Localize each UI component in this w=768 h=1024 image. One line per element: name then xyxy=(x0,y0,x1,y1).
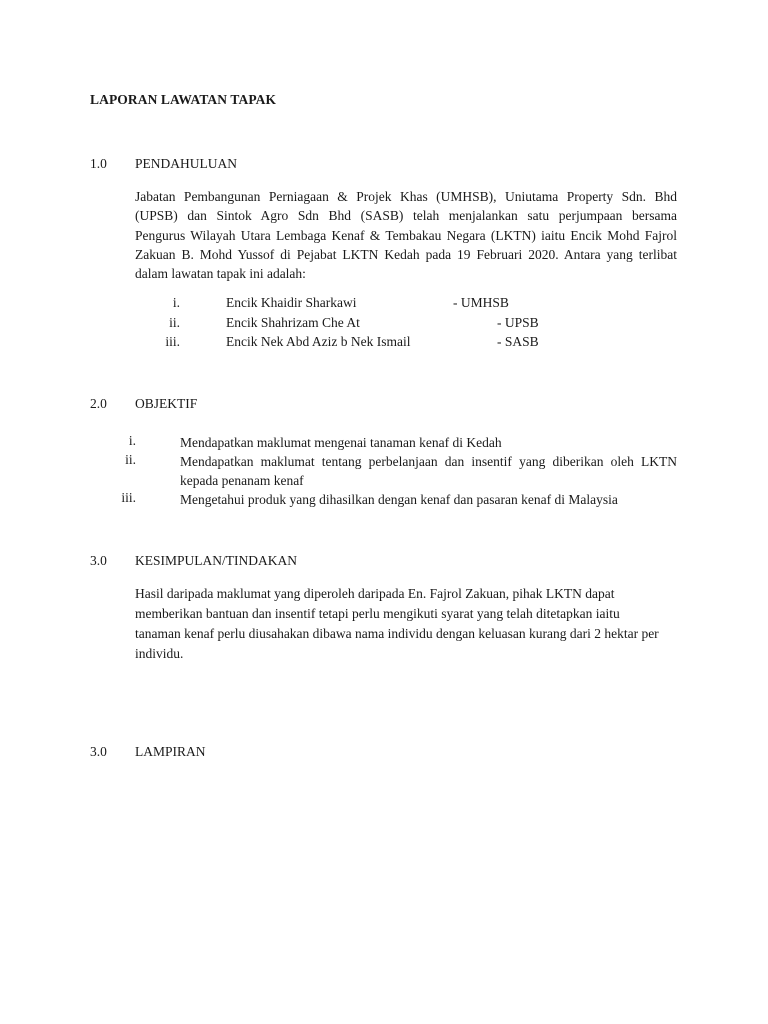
objective-line: Mendapatkan maklumat mengenai tanaman kenaf di Kedah xyxy=(180,435,502,450)
section-3-paragraph xyxy=(135,584,677,664)
section-4-heading: LAMPIRAN xyxy=(135,744,206,759)
objective-item xyxy=(180,433,677,452)
attendee-numeral: iii. xyxy=(165,334,180,349)
paragraph-line: Zakuan B. Mohd Yussof di Pejabat LKTN Kedah pada 19 Februari 2020. Antara yang terlibat xyxy=(135,246,677,262)
document-title: LAPORAN LAWATAN TAPAK xyxy=(90,92,277,107)
attendee-numeral: ii. xyxy=(169,315,180,330)
section-1-paragraph xyxy=(135,187,677,283)
attendee-name: Encik Shahrizam Che At xyxy=(226,315,360,330)
attendee-name: Encik Khaidir Sharkawi xyxy=(226,295,357,310)
objective-item xyxy=(180,490,677,509)
section-1-number: 1.0 xyxy=(90,156,107,171)
section-4-number: 3.0 xyxy=(90,744,107,759)
section-1-heading: PENDAHULUAN xyxy=(135,156,237,171)
objective-numeral: iii. xyxy=(121,490,136,505)
paragraph-line: dalam lawatan tapak ini adalah: xyxy=(135,266,306,282)
paragraph-line: Hasil daripada maklumat yang diperoleh daripada En. Fajrol Zakuan, pihak LKTN dapat xyxy=(135,586,615,601)
objective-numeral: i. xyxy=(128,433,136,448)
section-2-number: 2.0 xyxy=(90,396,107,411)
attendee-numeral: i. xyxy=(172,295,180,310)
paragraph-line: Jabatan Pembangunan Perniagaan & Projek Khas (UMHSB), Uniutama Property Sdn. Bhd xyxy=(135,189,677,204)
paragraph-line: (UPSB) dan Sintok Agro Sdn Bhd (SASB) telah menjalankan satu perjumpaan bersama xyxy=(135,208,677,224)
objective-line: Mengetahui produk yang dihasilkan dengan kenaf dan pasaran kenaf di Malaysia xyxy=(180,492,618,507)
objective-numeral: ii. xyxy=(125,452,136,467)
paragraph-line: individu. xyxy=(135,646,184,661)
attendee-org: - SASB xyxy=(497,334,539,349)
section-2-heading: OBJEKTIF xyxy=(135,396,198,411)
paragraph-line: Pengurus Wilayah Utara Lembaga Kenaf & Tembakau Negara (LKTN) iaitu Encik Mohd Fajrol xyxy=(135,227,677,243)
attendee-org: - UPSB xyxy=(497,315,539,330)
section-3-heading: KESIMPULAN/TINDAKAN xyxy=(135,553,297,568)
objective-line: kepada penanam kenaf xyxy=(180,473,304,488)
paragraph-line: memberikan bantuan dan insentif tetapi perlu mengikuti syarat yang telah ditetapkan iaitu xyxy=(135,606,620,621)
attendee-name: Encik Nek Abd Aziz b Nek Ismail xyxy=(226,334,411,349)
objective-item xyxy=(180,452,677,490)
attendee-org: - UMHSB xyxy=(453,295,509,310)
objective-line: Mendapatkan maklumat tentang perbelanjaan dan insentif yang diberikan oleh LKTN xyxy=(180,454,677,469)
paragraph-line: tanaman kenaf perlu diusahakan dibawa nama individu dengan keluasan kurang dari 2 hektar per xyxy=(135,626,659,641)
section-3-number: 3.0 xyxy=(90,553,107,568)
